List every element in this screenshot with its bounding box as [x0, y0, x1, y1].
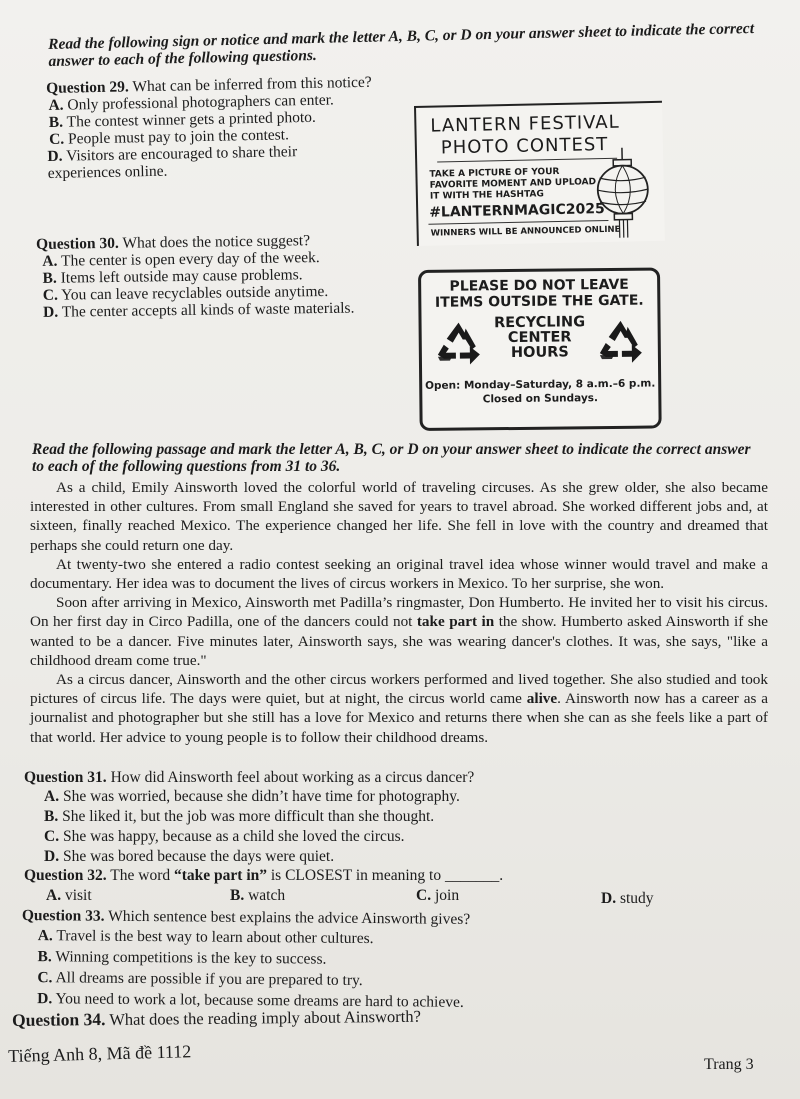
option-letter: D. — [44, 848, 60, 865]
option-text: Winning competitions is the key to success. — [55, 948, 327, 968]
option-text: You can leave recyclables outside anytime. — [61, 282, 329, 304]
option-text: All dreams are possible if you are prepared to try. — [55, 969, 363, 989]
option-b — [44, 807, 764, 827]
option-letter: D. — [601, 890, 617, 907]
reading-passage — [30, 478, 768, 747]
question-number: Question 31. — [24, 769, 107, 786]
question-32-options — [24, 885, 764, 907]
footer-left: Tiếng Anh 8, Mã đề 1112 — [8, 1041, 192, 1066]
recycle-icon — [436, 320, 482, 366]
option-letter: C. — [48, 130, 65, 148]
divider — [437, 158, 617, 163]
sign-hashtag: #LANTERNMAGIC2025 — [429, 201, 605, 221]
sign-title-line2: PHOTO CONTEST — [440, 133, 609, 159]
option-text: study — [619, 890, 654, 907]
question-number: Question 33. — [21, 906, 105, 925]
option-letter: C. — [37, 969, 53, 987]
question-29 — [46, 73, 408, 182]
sign-center-title-line: RECYCLING — [493, 314, 586, 332]
option-text: Items left outside may cause problems. — [60, 266, 303, 287]
question-text: is CLOSEST in meaning to _______. — [267, 867, 504, 884]
option-text: People must pay to join the contest. — [67, 126, 290, 148]
option-letter: B. — [230, 887, 245, 904]
divider — [428, 220, 608, 225]
option-text: Only professional photographers can enter. — [67, 91, 334, 114]
option-text: She was bored because the days were quiet. — [62, 848, 335, 865]
sign-body-line: FAVORITE MOMENT AND UPLOAD — [429, 177, 597, 191]
sign-body-line: IT WITH THE HASHTAG — [429, 189, 544, 202]
option-text: join — [434, 887, 460, 904]
question-number: Question 29. — [46, 78, 129, 97]
question-30 — [36, 231, 407, 321]
question-32 — [24, 866, 764, 907]
option-letter: A. — [48, 96, 64, 114]
option-letter: A. — [37, 927, 53, 945]
option-text: You need to work a lot, because some dreams are hard to achieve. — [55, 990, 464, 1011]
question-32-stem — [24, 866, 764, 885]
passage-highlight: take part in — [416, 613, 495, 631]
passage-text: As a circus dancer, Ainsworth and the other circus workers performed and lived together. She also studied and took pictures of circus life. The days were quiet, but at night, the circus world came — [30, 671, 768, 708]
option-d — [47, 142, 338, 182]
option-text: Travel is the best way to learn about other cultures. — [56, 927, 374, 948]
instruction-signs: Read the following sign or notice and mark the letter A, B, C, or D on your answer sheet to indicate the correct answer to each of the following questions. — [48, 19, 755, 70]
lantern-festival-sign — [414, 101, 665, 246]
question-text: How did Ainsworth feel about working as a circus dancer? — [110, 769, 475, 786]
option-letter: C. — [42, 286, 59, 304]
question-number: Question 30. — [36, 234, 119, 253]
option-text: watch — [248, 887, 286, 904]
option-text: Visitors are encouraged to share their experiences online. — [47, 143, 298, 182]
option-d — [44, 847, 764, 867]
sign-warning-line: ITEMS OUTSIDE THE GATE. — [434, 292, 644, 311]
question-31 — [24, 768, 764, 867]
option-letter: A. — [44, 788, 60, 805]
sign-warning — [421, 276, 657, 310]
option-b — [230, 887, 285, 904]
passage-paragraph-2: At twenty-two she entered a radio contest seeking an original travel idea whose winner would travel and make a documentary. Her idea was to document the lives of circus workers in Mexico. To her surprise, she won. — [30, 555, 768, 593]
option-text: She liked it, but the job was more difficult than she thought. — [62, 808, 435, 825]
question-text: What does the reading imply about Ainsworth? — [109, 1006, 421, 1029]
recycle-icon — [598, 319, 644, 365]
question-33 — [21, 906, 762, 1015]
sign-body-line: TAKE A PICTURE OF YOUR — [429, 166, 560, 180]
option-letter: B. — [42, 269, 57, 287]
sign-center-title — [487, 315, 591, 361]
option-letter: C. — [44, 828, 60, 845]
passage-text: Soon after arriving in Mexico, Ainsworth met Padilla’s ringmaster, Don Humberto. He invited her to visit his circus. On her first day in Circo Padilla, one of the dancers could not — [30, 594, 768, 631]
instruction-passage: Read the following passage and mark the letter A, B, C, or D on your answer sheet to indicate the correct answer to each of the following questions from 31 to 36. — [32, 441, 751, 475]
sign-hours-line: Open: Monday–Saturday, 8 a.m.–6 p.m. — [424, 377, 656, 392]
sign-footer: WINNERS WILL BE ANNOUNCED ONLINE — [430, 224, 621, 239]
option-letter: D. — [42, 303, 59, 321]
option-text: The center is open every day of the week. — [60, 249, 320, 270]
sign-hours — [422, 376, 658, 406]
option-letter: B. — [44, 808, 59, 825]
question-text: The word — [110, 867, 174, 884]
sign-title-line1: LANTERN FESTIVAL — [430, 111, 620, 137]
passage-text: the show. Humberto asked Ainsworth if she wanted to be a dancer. Five minutes later, Ainsworth says, she was wearing dancer's clothes. It was, she says, "like a childhood dream come true." — [30, 613, 769, 669]
option-a — [44, 787, 764, 807]
passage-highlight: alive — [526, 690, 558, 708]
question-number: Question 34. — [11, 1009, 106, 1030]
option-letter: B. — [48, 113, 64, 131]
passage-paragraph-3 — [30, 593, 768, 670]
sign-hours-line: Closed on Sundays. — [482, 392, 599, 406]
option-letter: C. — [416, 887, 432, 904]
passage-paragraph-4 — [30, 670, 768, 747]
question-31-stem — [24, 768, 764, 787]
question-text: Which sentence best explains the advice Ainsworth gives? — [108, 907, 471, 928]
passage-paragraph-1: As a child, Emily Ainsworth loved the colorful world of traveling circuses. As she grew older, she also became interested in other cultures. From small England she saved for years to travel abroad. She worked different jobs and, at sixteen, finally reached Mexico. The experience changed her life. She fell in love with the country and dreamed that perhaps she could return one day. — [30, 479, 768, 554]
recycling-center-sign — [418, 267, 662, 431]
question-text: What does the notice suggest? — [122, 232, 311, 252]
question-number: Question 32. — [24, 867, 107, 884]
option-letter: D. — [37, 990, 53, 1008]
option-letter: A. — [46, 887, 62, 904]
lantern-icon — [593, 147, 653, 240]
option-a — [46, 887, 92, 904]
sign-center-title-line: CENTER — [507, 329, 572, 347]
page-number: Trang 3 — [704, 1056, 754, 1073]
option-text: The contest winner gets a printed photo. — [66, 108, 316, 131]
sign-warning-line: PLEASE DO NOT LEAVE — [449, 276, 629, 295]
option-c — [44, 827, 764, 847]
option-letter: B. — [37, 948, 52, 966]
option-text: visit — [64, 887, 92, 904]
option-text: She was happy, because as a child she loved the circus. — [62, 828, 405, 845]
option-text: She was worried, because she didn’t have time for photography. — [62, 788, 460, 805]
question-keyword: “take part in” — [174, 867, 267, 884]
sign-center-title-line: HOURS — [510, 344, 569, 362]
option-d — [601, 890, 654, 907]
question-text: What can be inferred from this notice? — [132, 73, 372, 96]
sign-body — [429, 166, 596, 202]
option-letter: A. — [42, 252, 58, 270]
option-letter: D. — [47, 147, 63, 165]
option-text: The center accepts all kinds of waste materials. — [61, 299, 355, 321]
passage-text: . Ainsworth now has a career as a journalist and photographer but she still has a love for Mexico and returns there when she can as she feels like a part of that world. Her advice to young people is to follow their childhood dreams. — [30, 690, 769, 746]
sign-center-row — [421, 314, 658, 374]
option-c — [416, 887, 459, 904]
